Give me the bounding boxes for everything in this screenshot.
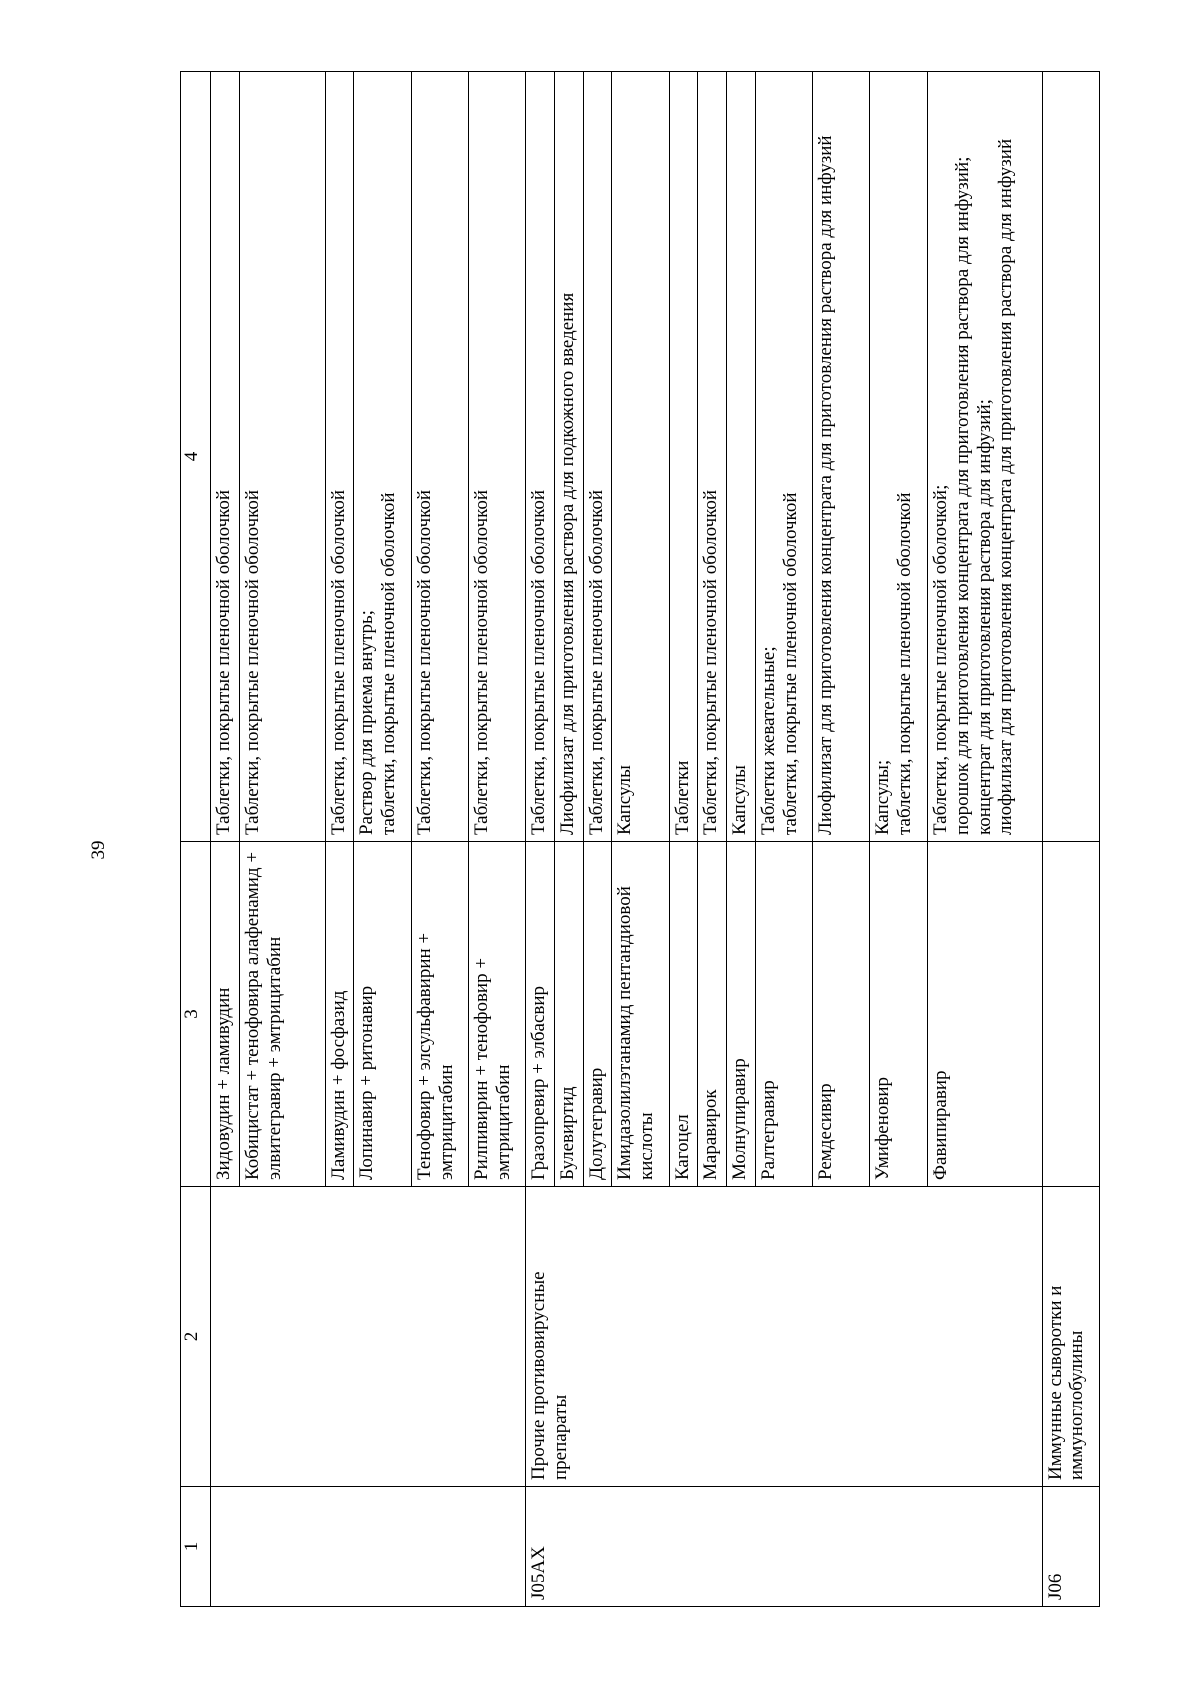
page-number: 39 bbox=[88, 840, 109, 860]
drug-name-cell: Тенофовир + элсульфавирин + эмтрицитабин bbox=[411, 842, 468, 1187]
dosage-form-line: Таблетки, покрытые пленочной оболочкой bbox=[213, 489, 234, 835]
dosage-form-line: Лиофилизат для приготовления раствора для подкожного введения bbox=[557, 292, 579, 835]
group-name-cell: Иммунные сыворотки и иммуноглобулины bbox=[1042, 1187, 1099, 1487]
dosage-form-line: Лиофилизат для приготовления концентрата для приготовления раствора для инфузий bbox=[815, 135, 837, 835]
dosage-forms-cell bbox=[239, 72, 325, 842]
dosage-forms-cell bbox=[813, 72, 870, 842]
dosage-forms-cell bbox=[870, 72, 927, 842]
drug-name-cell: Лопинавир + ритонавир bbox=[354, 842, 411, 1187]
dosage-form-line: Таблетки, покрытые пленочной оболочкой bbox=[528, 489, 550, 835]
dosage-form-line: Таблетки, покрытые пленочной оболочкой bbox=[327, 489, 349, 835]
atc-code-cell: J05AX bbox=[526, 1487, 1042, 1607]
dosage-forms-cell bbox=[1042, 72, 1099, 842]
drug-table bbox=[180, 71, 1100, 1607]
drug-name-cell: Гразопревир + элбасвир bbox=[526, 842, 555, 1187]
dosage-forms-cell bbox=[526, 72, 555, 842]
dosage-forms-cell bbox=[211, 72, 240, 842]
atc-code-cell: J06 bbox=[1042, 1487, 1099, 1607]
drug-name-cell: Кагоцел bbox=[669, 842, 698, 1187]
header-col-2: 2 bbox=[181, 1187, 211, 1487]
dosage-form-line: таблетки, покрытые пленочной оболочкой bbox=[779, 492, 801, 835]
dosage-form-line: таблетки, покрытые пленочной оболочкой bbox=[894, 492, 916, 835]
dosage-form-line: порошок для приготовления концентрата для приготовления раствора для инфузий; bbox=[951, 156, 973, 835]
table-row bbox=[211, 72, 240, 1607]
dosage-form-line: Таблетки, покрытые пленочной оболочкой; bbox=[929, 484, 951, 835]
drug-name-cell: Имидазолилэтанамид пентандиовой кислоты bbox=[612, 842, 669, 1187]
drug-name-cell: Рилпивирин + тенофовир + эмтрицитабин bbox=[469, 842, 526, 1187]
drug-name-cell: Ламивудин + фосфазид bbox=[325, 842, 354, 1187]
header-col-4: 4 bbox=[181, 72, 211, 842]
drug-name-cell: Умифеновир bbox=[870, 842, 927, 1187]
dosage-form-line: Раствор для приема внутрь; bbox=[356, 610, 378, 835]
drug-name-cell: Булевиртид bbox=[555, 842, 584, 1187]
rotated-table-wrapper bbox=[180, 72, 1100, 1607]
atc-code-cell bbox=[211, 1487, 526, 1607]
drug-name-cell bbox=[1042, 842, 1099, 1187]
dosage-forms-cell bbox=[755, 72, 812, 842]
header-col-3: 3 bbox=[181, 842, 211, 1187]
dosage-form-line: Капсулы bbox=[614, 765, 636, 835]
dosage-form-line: Капсулы bbox=[729, 765, 751, 835]
dosage-form-line: таблетки, покрытые пленочной оболочкой bbox=[378, 492, 400, 835]
dosage-form-line: Таблетки, покрытые пленочной оболочкой bbox=[413, 489, 435, 835]
dosage-form-line: Таблетки bbox=[671, 760, 693, 835]
dosage-forms-cell bbox=[469, 72, 526, 842]
dosage-form-line: концентрат для приготовления раствора для инфузий; bbox=[973, 399, 995, 835]
drug-name-cell: Зидовудин + ламивудин bbox=[211, 842, 240, 1187]
header-col-1: 1 bbox=[181, 1487, 211, 1607]
dosage-forms-cell bbox=[669, 72, 698, 842]
dosage-form-line: Таблетки, покрытые пленочной оболочкой bbox=[471, 489, 493, 835]
dosage-forms-cell bbox=[354, 72, 411, 842]
drug-name-cell: Ралтегравир bbox=[755, 842, 812, 1187]
drug-name-cell: Кобицистат + тенофовира алафенамид + элвитегравир + эмтрицитабин bbox=[239, 842, 325, 1187]
dosage-form-line: Таблетки жевательные; bbox=[757, 646, 779, 835]
dosage-forms-cell bbox=[411, 72, 468, 842]
table-header-row bbox=[181, 72, 211, 1607]
dosage-forms-cell bbox=[927, 72, 1042, 842]
dosage-forms-cell bbox=[612, 72, 669, 842]
dosage-form-line: Таблетки, покрытые пленочной оболочкой bbox=[241, 489, 263, 835]
dosage-form-line: Таблетки, покрытые пленочной оболочкой bbox=[700, 489, 722, 835]
table-row bbox=[1042, 72, 1099, 1607]
group-name-cell: Прочие противовирусные препараты bbox=[526, 1187, 1042, 1487]
dosage-forms-cell bbox=[325, 72, 354, 842]
table-row bbox=[526, 72, 555, 1607]
drug-name-cell: Фавипиравир bbox=[927, 842, 1042, 1187]
drug-name-cell: Молнупиравир bbox=[727, 842, 756, 1187]
dosage-forms-cell bbox=[698, 72, 727, 842]
dosage-form-line: Таблетки, покрытые пленочной оболочкой bbox=[585, 489, 607, 835]
drug-name-cell: Долутегравир bbox=[583, 842, 612, 1187]
dosage-forms-cell bbox=[727, 72, 756, 842]
drug-name-cell: Ремдесивир bbox=[813, 842, 870, 1187]
dosage-forms-cell bbox=[583, 72, 612, 842]
drug-name-cell: Маравирок bbox=[698, 842, 727, 1187]
dosage-form-line: Капсулы; bbox=[872, 759, 894, 835]
table-body bbox=[211, 72, 1100, 1607]
dosage-forms-cell bbox=[555, 72, 584, 842]
dosage-form-line: лиофилизат для приготовления концентрата для приготовления раствора для инфузий bbox=[995, 138, 1017, 835]
group-name-cell bbox=[211, 1187, 526, 1487]
